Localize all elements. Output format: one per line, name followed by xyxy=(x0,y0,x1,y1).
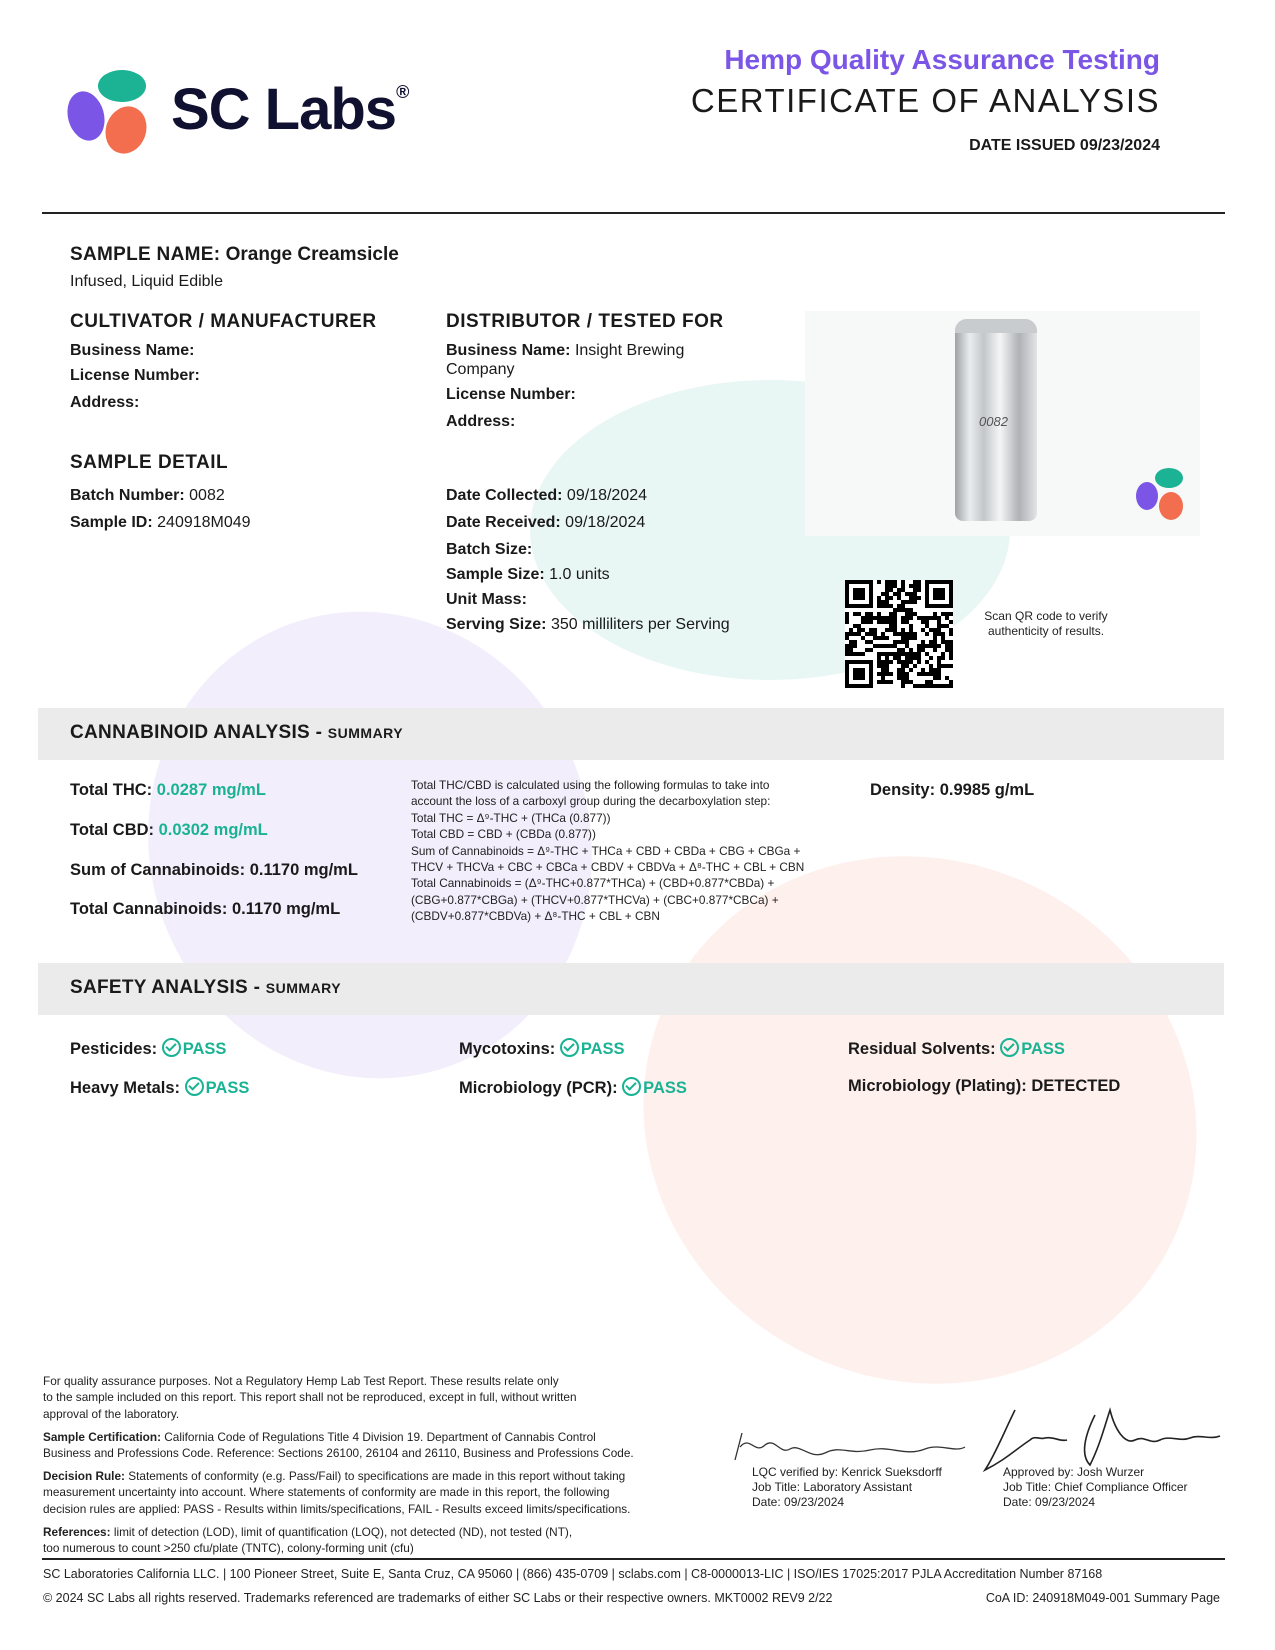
formula-line: THCV + THCVa + CBC + CBCa + CBDV + CBDVa + Δ⁸-THC + CBL + CBN xyxy=(411,860,805,875)
total-cannabinoids-label: Total Cannabinoids: xyxy=(70,900,228,918)
sum-cannabinoids-row xyxy=(70,861,358,880)
qa-line: to the sample included on this report. This report shall not be reproduced, except in full, without written xyxy=(43,1390,577,1405)
total-cannabinoids-value: 0.1170 mg/mL xyxy=(231,900,341,918)
date-received-row xyxy=(446,513,645,533)
pesticides-label: Pesticides: xyxy=(70,1040,158,1058)
date-received-value: 09/18/2024 xyxy=(565,514,646,531)
distributor-business-value: Insight Brewing xyxy=(574,342,685,359)
check-circle-icon xyxy=(622,1077,641,1096)
distributor-address-label: Address: xyxy=(446,413,516,430)
sample-certification xyxy=(43,1429,723,1462)
formula-line: Sum of Cannabinoids = Δ⁹-THC + THCa + CBD + CBDa + CBG + CBGa + xyxy=(411,843,801,858)
cert-line2: Business and Professions Code. Reference: Sections 26100, 26104 and 26110, Business and Professions Code. xyxy=(43,1446,634,1461)
date-collected-value: 09/18/2024 xyxy=(566,487,647,504)
small-logo-mark-icon xyxy=(1135,466,1195,526)
lqc-job-title: Job Title: Laboratory Assistant xyxy=(752,1480,913,1494)
residual-solvents-status: PASS xyxy=(1021,1040,1065,1058)
cultivator-heading: CULTIVATOR / MANUFACTURER xyxy=(70,311,377,332)
qr-caption-line1: Scan QR code to verify xyxy=(984,609,1108,623)
sample-id-value: 240918M049 xyxy=(157,514,251,531)
coa-id: CoA ID: 240918M049-001 Summary Page xyxy=(985,1591,1220,1605)
heavy-metals-result xyxy=(70,1077,249,1098)
ref-label: References: xyxy=(43,1525,111,1539)
microbiology-pcr-status: PASS xyxy=(643,1079,687,1097)
qr-caption xyxy=(966,609,1126,639)
formula-line: account the loss of a carboxyl group during the decarboxylation step: xyxy=(411,794,771,809)
company-info: SC Laboratories California LLC. | 100 Pioneer Street, Suite E, Santa Cruz, CA 95060 | (866) 435-0709 | sclabs.com | C8-0000013-LIC | ISO/IES 17025:2017 PJLA Accreditation Number 87168 xyxy=(43,1567,1103,1581)
density-value: 0.9985 g/mL xyxy=(939,781,1035,799)
cultivator-business-label: Business Name: xyxy=(70,342,195,359)
distributor-heading: DISTRIBUTOR / TESTED FOR xyxy=(446,311,724,332)
total-thc-value: 0.0287 mg/mL xyxy=(156,781,266,799)
sample-name-row xyxy=(70,244,399,266)
check-circle-icon xyxy=(1000,1038,1019,1057)
batch-number-label: Batch Number: xyxy=(70,487,185,504)
sample-type: Infused, Liquid Edible xyxy=(70,273,223,290)
cert-line1: California Code of Regulations Title 4 Division 19. Department of Cannabis Control xyxy=(161,1430,596,1444)
pesticides-result xyxy=(70,1038,226,1059)
header-subtitle: Hemp Quality Assurance Testing xyxy=(724,44,1160,75)
serving-size-value: 350 milliliters per Serving xyxy=(550,616,730,633)
qr-caption-line2: authenticity of results. xyxy=(987,624,1105,638)
cannabinoid-heading-small: SUMMARY xyxy=(327,725,404,741)
check-circle-icon xyxy=(162,1038,181,1057)
registered-mark: ® xyxy=(396,82,409,102)
formula-line: Total CBD = CBD + (CBDa (0.877)) xyxy=(411,827,596,842)
pesticides-status: PASS xyxy=(182,1040,227,1058)
total-thc-row xyxy=(70,781,266,800)
qr-code-icon xyxy=(845,580,953,688)
serving-size-label: Serving Size: xyxy=(446,616,547,633)
decision-line3: decision rules are applied: PASS - Results within limits/specifications, FAIL - Results exceed limits/specifications. xyxy=(43,1501,631,1516)
microbiology-plating-status: DETECTED xyxy=(1031,1077,1121,1095)
total-cbd-row xyxy=(70,821,268,840)
batch-number-row xyxy=(70,486,225,506)
sample-detail-heading: SAMPLE DETAIL xyxy=(70,452,229,473)
sum-cannabinoids-value: 0.1170 mg/mL xyxy=(249,861,358,879)
sample-size-row xyxy=(446,565,610,585)
total-cbd-label: Total CBD: xyxy=(70,821,155,839)
sample-name: Orange Creamsicle xyxy=(225,244,399,265)
decision-line1: Statements of conformity (e.g. Pass/Fail) to specifications are made in this report without taking xyxy=(124,1469,626,1483)
formula-line: (CBG+0.877*CBGa) + (THCV+0.877*THCVa) + (CBC+0.877*CBCa) + xyxy=(411,892,779,907)
check-circle-icon xyxy=(560,1038,579,1057)
product-photo xyxy=(805,311,1200,536)
sample-id-row xyxy=(70,513,251,533)
header-divider xyxy=(42,212,1225,214)
formula-line: Total Cannabinoids = (Δ⁹-THC+0.877*THCa) + (CBD+0.877*CBDa) + xyxy=(411,876,775,891)
cannabinoid-section-header xyxy=(38,708,1224,760)
heavy-metals-label: Heavy Metals: xyxy=(70,1079,181,1097)
density-row xyxy=(870,781,1034,800)
mycotoxins-status: PASS xyxy=(580,1040,625,1058)
total-cannabinoids-row xyxy=(70,900,340,919)
lqc-verified-by: LQC verified by: Kenrick Sueksdorff xyxy=(752,1465,942,1479)
cultivator-address-label: Address: xyxy=(70,394,140,411)
cultivator-license-label: License Number: xyxy=(70,367,200,384)
approval-signature-block xyxy=(1003,1465,1188,1510)
mycotoxins-label: Mycotoxins: xyxy=(459,1040,556,1058)
qa-line: approval of the laboratory. xyxy=(43,1406,180,1421)
safety-heading: SAFETY ANALYSIS - xyxy=(70,977,266,998)
check-circle-icon xyxy=(185,1077,204,1096)
brand-name: SC Labs xyxy=(171,77,397,142)
signature-kenrick-icon xyxy=(730,1425,970,1470)
cert-label: Sample Certification: xyxy=(43,1430,161,1444)
cannabinoid-heading: CANNABINOID ANALYSIS - xyxy=(70,722,328,743)
sample-size-label: Sample Size: xyxy=(446,566,545,583)
safety-heading-small: SUMMARY xyxy=(265,980,342,996)
decision-line2: measurement uncertainty into account. Where statements of conformity are made in this report, the following xyxy=(43,1485,610,1500)
microbiology-plating-result xyxy=(848,1077,1120,1096)
microbiology-plating-label: Microbiology (Plating): xyxy=(848,1077,1027,1095)
date-issued: DATE ISSUED 09/23/2024 xyxy=(969,137,1160,154)
distributor-business xyxy=(446,341,684,361)
ref-line1: limit of detection (LOD), limit of quantification (LOQ), not detected (ND), not tested (NT), xyxy=(110,1525,573,1539)
formula-notes xyxy=(411,777,831,925)
qr-code[interactable] xyxy=(845,580,953,688)
distributor-business-label: Business Name: xyxy=(446,342,571,359)
sample-id-label: Sample ID: xyxy=(70,514,153,531)
qa-disclaimer xyxy=(43,1373,693,1422)
decision-label: Decision Rule: xyxy=(43,1469,125,1483)
lqc-date: Date: 09/23/2024 xyxy=(752,1495,845,1509)
microbiology-pcr-result xyxy=(459,1077,687,1098)
date-received-label: Date Received: xyxy=(446,514,561,531)
total-cbd-value: 0.0302 mg/mL xyxy=(158,821,268,839)
logo-mark-icon xyxy=(66,66,166,161)
formula-line: Total THC/CBD is calculated using the following formulas to take into xyxy=(411,778,770,792)
lqc-signature-block xyxy=(752,1465,942,1510)
mycotoxins-result xyxy=(459,1038,625,1059)
certificate-title: CERTIFICATE OF ANALYSIS xyxy=(690,82,1160,119)
date-collected-label: Date Collected: xyxy=(446,487,563,504)
residual-solvents-label: Residual Solvents: xyxy=(848,1040,996,1058)
formula-line: (CBDV+0.877*CBDVa) + Δ⁸-THC + CBL + CBN xyxy=(411,909,660,924)
batch-number-value: 0082 xyxy=(189,487,225,504)
sample-size-value: 1.0 units xyxy=(549,566,610,583)
sum-cannabinoids-label: Sum of Cannabinoids: xyxy=(70,861,246,879)
heavy-metals-status: PASS xyxy=(205,1079,250,1097)
distributor-license-label: License Number: xyxy=(446,386,576,403)
approval-date: Date: 09/23/2024 xyxy=(1003,1495,1096,1509)
qa-line: For quality assurance purposes. Not a Regulatory Hemp Lab Test Report. These results relate only xyxy=(43,1374,559,1388)
decision-rule xyxy=(43,1468,723,1517)
references xyxy=(43,1524,723,1557)
microbiology-pcr-label: Microbiology (PCR): xyxy=(459,1079,618,1097)
sample-name-label: SAMPLE NAME: xyxy=(70,244,221,265)
approved-by: Approved by: Josh Wurzer xyxy=(1003,1465,1145,1479)
can-image xyxy=(955,319,1037,521)
total-thc-label: Total THC: xyxy=(70,781,153,799)
can-label-text: 0082 xyxy=(979,414,1008,429)
ref-line2: too numerous to count >250 cfu/plate (TNTC), colony-forming unit (cfu) xyxy=(43,1541,414,1556)
residual-solvents-result xyxy=(848,1038,1065,1059)
date-collected-row xyxy=(446,486,647,506)
density-label: Density: xyxy=(870,781,936,799)
footer-divider xyxy=(42,1558,1225,1560)
batch-size-label: Batch Size: xyxy=(446,541,533,558)
approver-job-title: Job Title: Chief Compliance Officer xyxy=(1003,1480,1188,1494)
copyright: © 2024 SC Labs all rights reserved. Trademarks referenced are trademarks of either SC Labs or their respective owners. MKT0002 REV9 2/22 xyxy=(43,1591,833,1605)
unit-mass-label: Unit Mass: xyxy=(446,591,527,608)
safety-section-header xyxy=(38,963,1224,1015)
formula-line: Total THC = Δ⁹-THC + (THCa (0.877)) xyxy=(411,810,611,825)
sc-labs-logo xyxy=(66,66,456,161)
distributor-business-value-cont: Company xyxy=(446,361,515,378)
serving-size-row xyxy=(446,615,730,635)
